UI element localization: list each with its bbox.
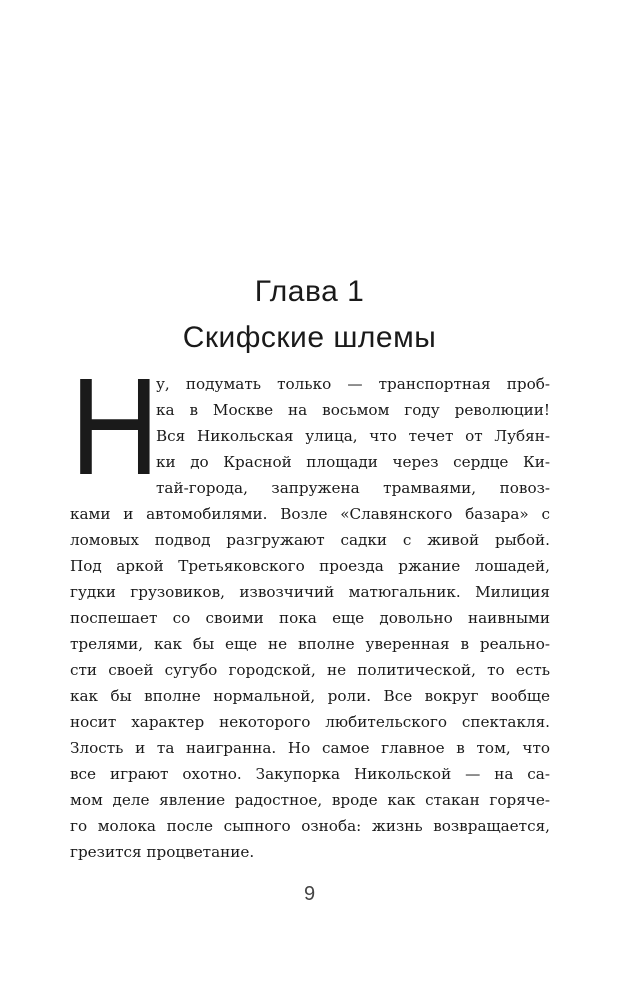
text-line: Вся Никольская улица, что течет от Лубян- xyxy=(156,427,550,445)
text-line: сти своей сугубо городской, не политической, то есть xyxy=(70,661,550,679)
text-line: Злость и та наигранна. Но самое главное в том, что xyxy=(70,739,550,757)
chapter-title: Скифские шлемы xyxy=(182,321,437,354)
text-line: ками и автомобилями. Возле «Славянского базара» с xyxy=(70,505,550,523)
text-line: ки до Красной площади через сердце Ки- xyxy=(156,453,550,471)
text-line: трелями, как бы еще не вполне уверенная в реально- xyxy=(70,635,550,653)
text-line: го молока после сыпного озноба: жизнь возвращается, xyxy=(70,817,550,835)
body-text xyxy=(70,371,550,865)
drop-cap: Н xyxy=(70,350,160,504)
text-line: все играют охотно. Закупорка Никольской — на са- xyxy=(70,765,550,783)
text-line: носит характер некоторого любительского спектакля. xyxy=(70,713,550,731)
text-line: грезится процветание. xyxy=(70,843,255,861)
page-number: 9 xyxy=(303,883,316,905)
chapter-number: Глава 1 xyxy=(254,275,365,308)
text-line: гудки грузовиков, извозчичий матюгальник. Милиция xyxy=(70,583,550,601)
text-line: у, подумать только — транспортная проб- xyxy=(156,375,550,393)
text-line: ломовых подвод разгружают садки с живой рыбой. xyxy=(70,531,550,549)
text-line: тай-города, запружена трамваями, повоз- xyxy=(156,479,550,497)
text-line: ка в Москве на восьмом году революции! xyxy=(156,401,550,419)
text-line: мом деле явление радостное, вроде как стакан горяче- xyxy=(70,791,550,809)
text-line: поспешает со своими пока еще довольно наивными xyxy=(70,609,550,627)
text-line: как бы вполне нормальной, роли. Все вокруг вообще xyxy=(70,687,550,705)
text-line: Под аркой Третьяковского проезда ржание лошадей, xyxy=(70,557,550,575)
